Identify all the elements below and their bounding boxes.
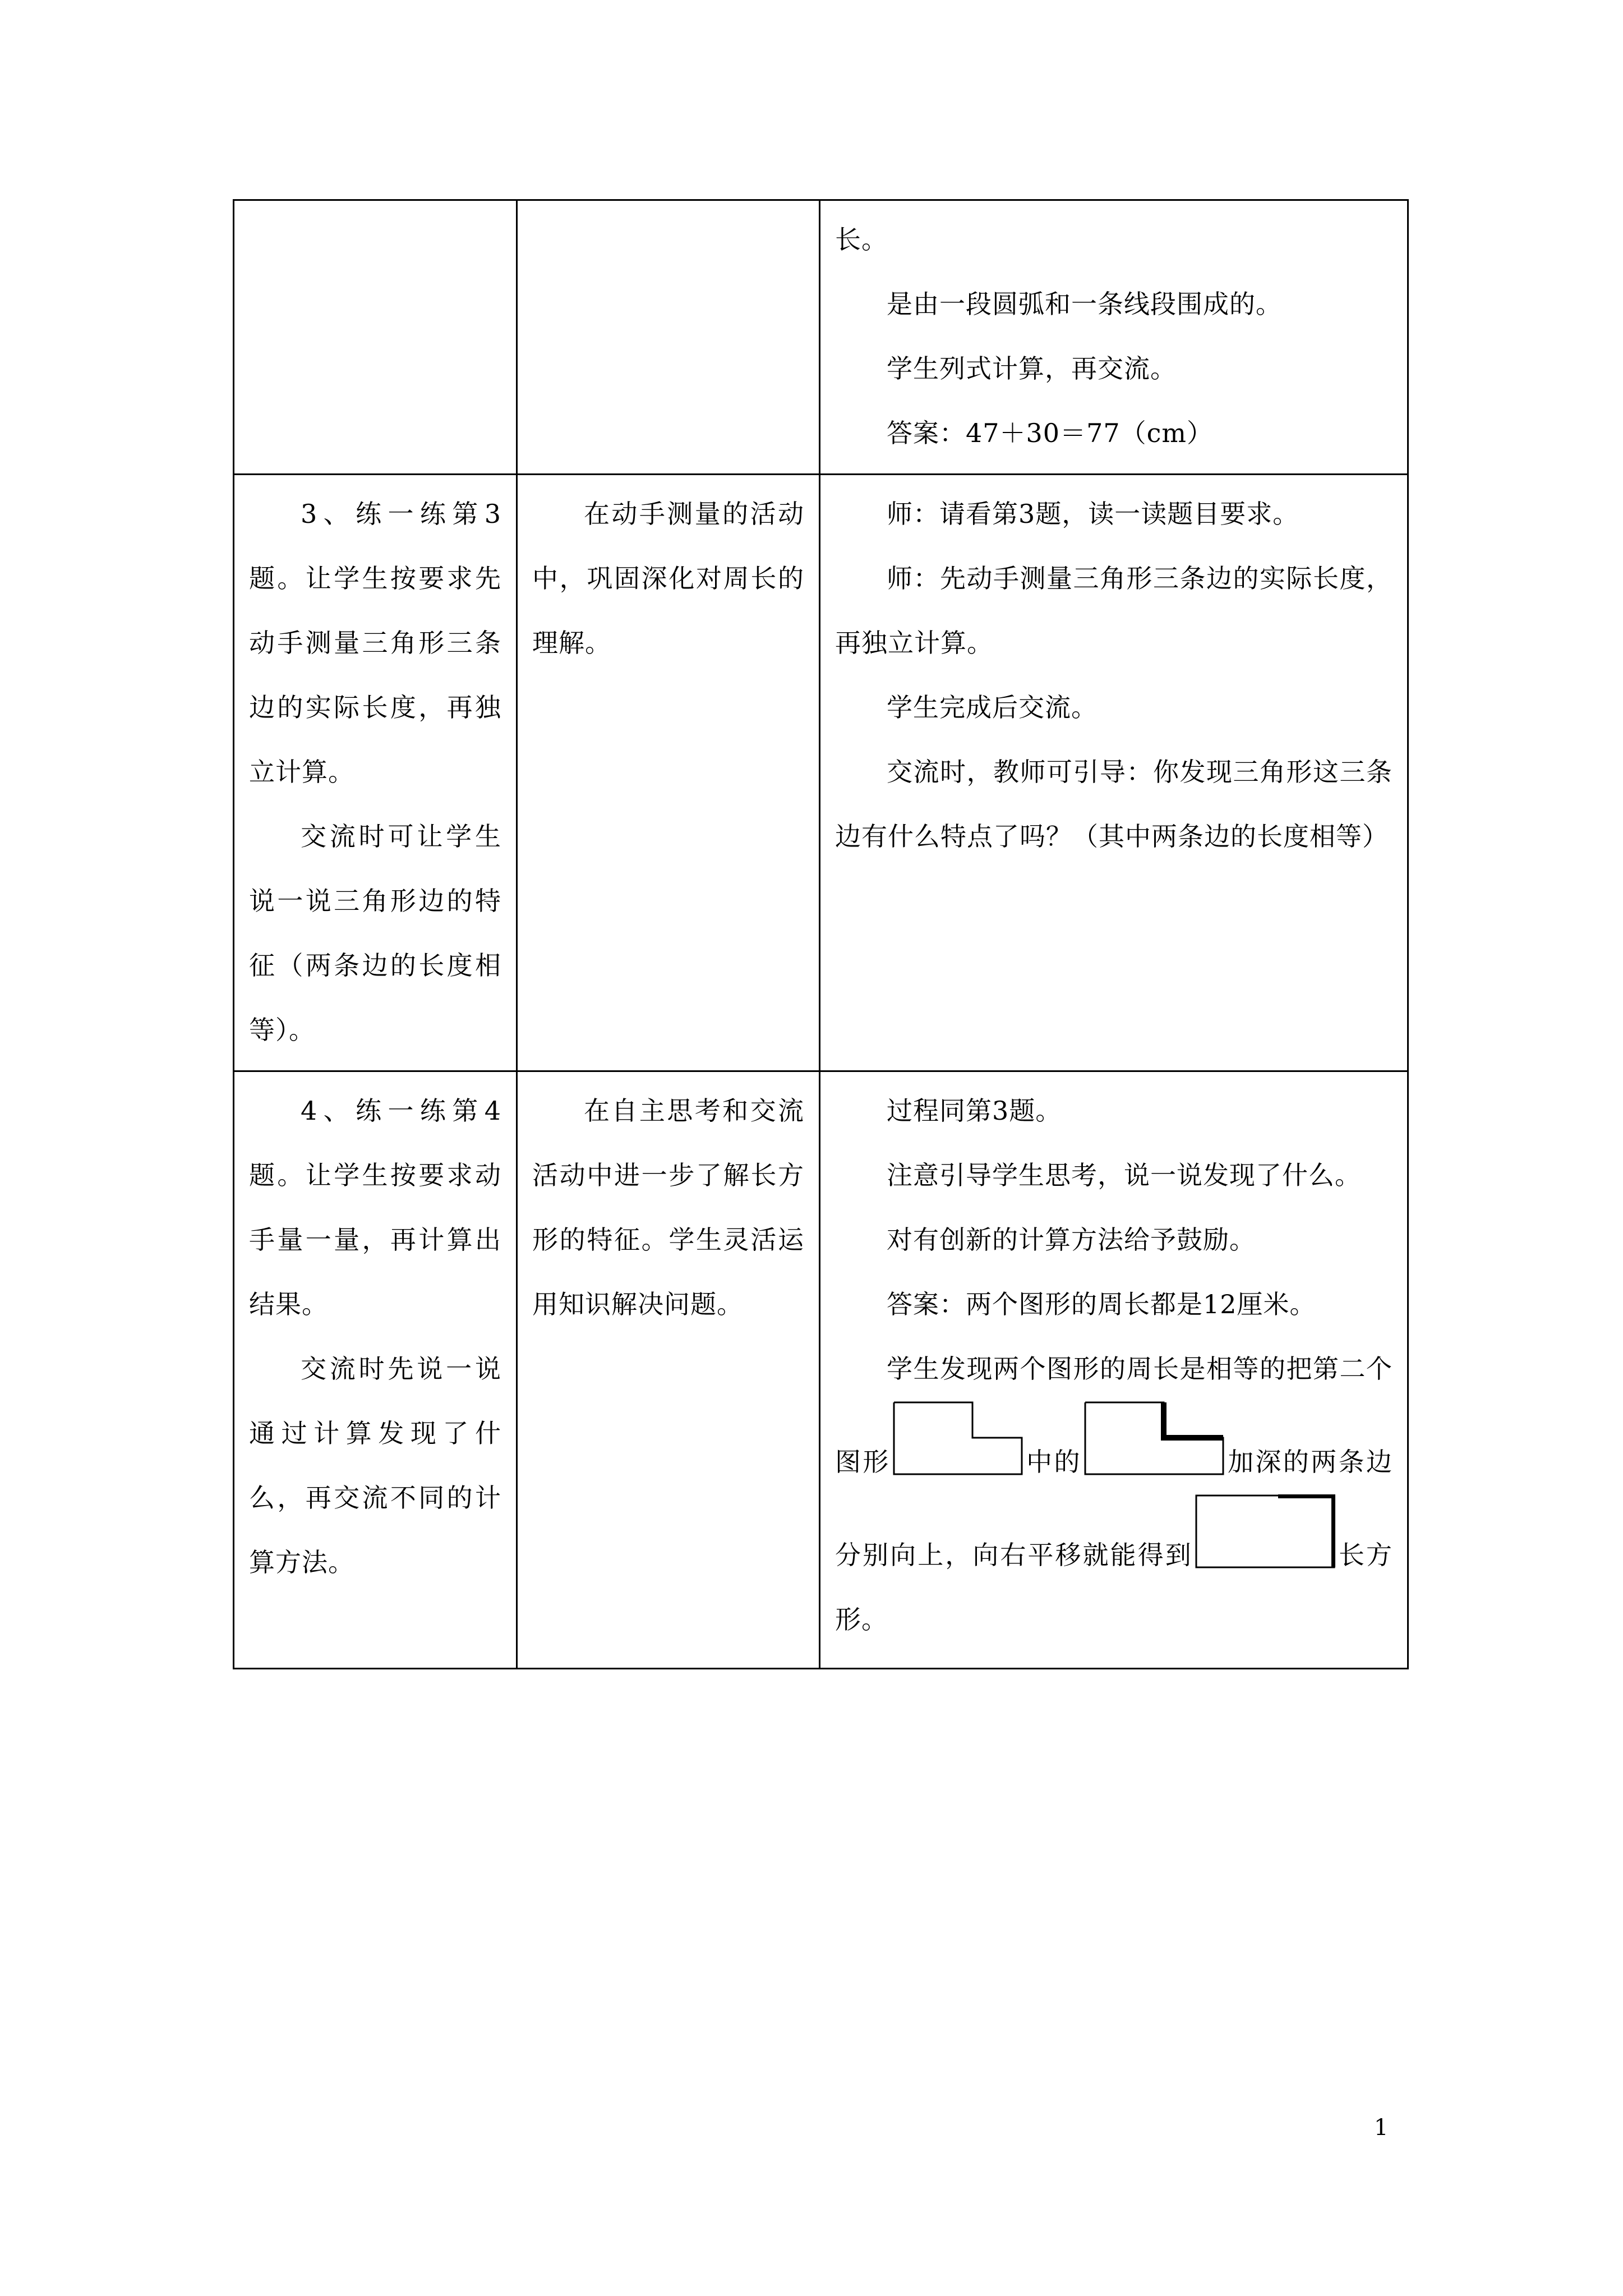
- row1-col2: [517, 200, 820, 475]
- row2-col3: [820, 475, 1408, 1071]
- paragraph: 长。: [835, 224, 888, 255]
- paragraph: 交流时先说一说通过计算发现了什么，再交流不同的计算方法。: [249, 1354, 501, 1577]
- row3-col2: [517, 1071, 820, 1669]
- paragraph: 学生完成后交流。: [887, 692, 1098, 723]
- paragraph: 答案：两个图形的周长都是12厘米。: [887, 1289, 1316, 1319]
- paragraph: 是由一段圆弧和一条线段围成的。: [887, 289, 1282, 319]
- paragraph: 在自主思考和交流活动中进一步了解长方形的特征。学生灵活运用知识解决问题。: [532, 1096, 804, 1319]
- paragraph: 答案：47＋30＝77（cm）: [887, 418, 1213, 448]
- paragraph: 对有创新的计算方法给予鼓励。: [887, 1225, 1256, 1255]
- lesson-plan-table: [233, 199, 1409, 1669]
- text-fragment: 学生发现两个图形的周长是相等的把第二个图形: [835, 1354, 1393, 1477]
- row1-col3: [820, 200, 1408, 475]
- paragraph: 交流时可让学生说一说三角形边的特征（两条边的长度相等）。: [249, 821, 501, 1045]
- row2-col1: [234, 475, 517, 1071]
- paragraph-with-figures: [835, 1337, 1393, 1652]
- row2-col2: [517, 475, 820, 1071]
- row3-col3: [820, 1071, 1408, 1669]
- paragraph: 3、练一练第3题。让学生按要求先动手测量三角形三条边的实际长度，再独立计算。: [249, 499, 501, 787]
- l-shape-highlighted-figure: [1084, 1401, 1224, 1475]
- row1-col1: [234, 200, 517, 475]
- paragraph: 过程同第3题。: [887, 1096, 1062, 1126]
- text-fragment: 加深的两条边分别向上，向右平移就能得到: [835, 1447, 1393, 1570]
- text-fragment: 长方形。: [835, 1540, 1393, 1635]
- paragraph: 学生列式计算，再交流。: [887, 353, 1177, 384]
- paragraph: 注意引导学生思考，说一说发现了什么。: [887, 1160, 1361, 1190]
- table-row: [234, 200, 1408, 475]
- row3-col1: [234, 1071, 517, 1669]
- table-row: [234, 1071, 1408, 1669]
- rectangle-figure: [1195, 1494, 1335, 1568]
- l-shape-figure: [893, 1401, 1023, 1475]
- table-row: [234, 475, 1408, 1071]
- paragraph: 交流时，教师可引导：你发现三角形这三条边有什么特点了吗？（其中两条边的长度相等）: [835, 757, 1393, 852]
- paragraph: 师：先动手测量三角形三条边的实际长度，再独立计算。: [835, 563, 1393, 658]
- text-fragment: 中的: [1025, 1447, 1082, 1477]
- paragraph: 4、练一练第4题。让学生按要求动手量一量，再计算出结果。: [249, 1096, 501, 1319]
- paragraph: 师：请看第3题，读一读题目要求。: [887, 499, 1299, 529]
- paragraph: 在动手测量的活动中，巩固深化对周长的理解。: [532, 499, 804, 658]
- page-number: 1: [1374, 2115, 1389, 2141]
